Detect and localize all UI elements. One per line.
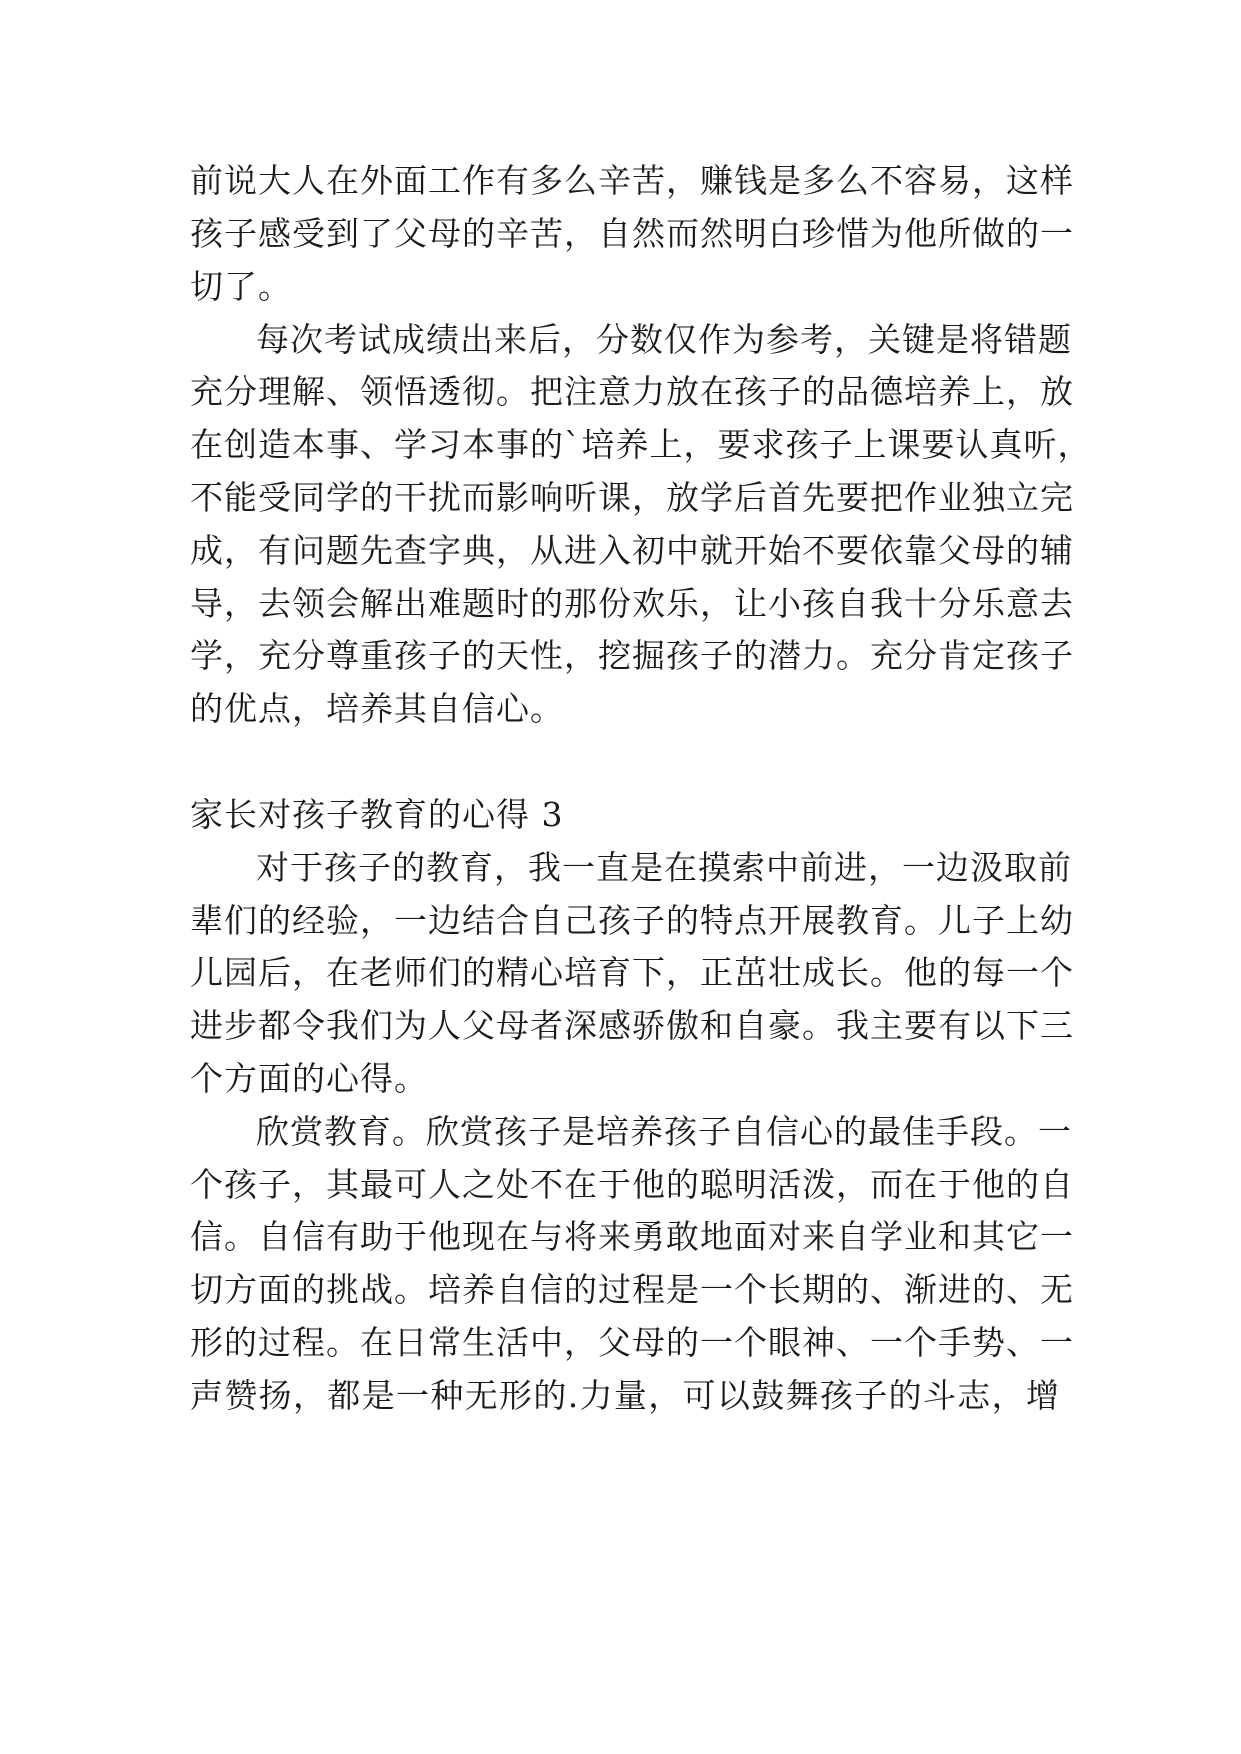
text-line: 个方面的心得。 [190, 1059, 428, 1098]
text-line: 成，有问题先查字典，从进入初中就开始不要依靠父母的辅 [190, 531, 1074, 570]
text-line: 形的过程。在日常生活中，父母的一个眼神、一个手势、一 [190, 1323, 1074, 1362]
text-line: 的优点，培养其自信心。 [190, 689, 564, 728]
text-line: 切方面的挑战。培养自信的过程是一个长期的、渐进的、无 [190, 1270, 1074, 1309]
text-line: 不能受同学的干扰而影响听课，放学后首先要把作业独立完 [190, 478, 1074, 517]
text-line: 每次考试成绩出来后，分数仅作为参考，关键是将错题 [256, 320, 1072, 359]
section-heading: 家长对孩子教育的心得 3 [190, 795, 564, 834]
text-line: 辈们的经验，一边结合自己孩子的特点开展教育。儿子上幼 [190, 901, 1074, 940]
text-line: 进步都令我们为人父母者深感骄傲和自豪。我主要有以下三 [190, 1006, 1074, 1045]
text-line: 声赞扬，都是一种无形的.力量，可以鼓舞孩子的斗志，增 [190, 1376, 1060, 1415]
text-line: 对于孩子的教育，我一直是在摸索中前进，一边汲取前 [256, 848, 1072, 887]
text-line: 在创造本事、学习本事的`培养上，要求孩子上课要认真听， [190, 425, 1092, 464]
text-line: 孩子感受到了父母的辛苦，自然而然明白珍惜为他所做的一 [190, 214, 1074, 253]
text-line: 信。自信有助于他现在与将来勇敢地面对来自学业和其它一 [190, 1217, 1074, 1256]
text-line: 个孩子，其最可人之处不在于他的聪明活泼，而在于他的自 [190, 1165, 1074, 1204]
text-line: 学，充分尊重孩子的天性，挖掘孩子的潜力。充分肯定孩子 [190, 636, 1074, 675]
text-line: 前说大人在外面工作有多么辛苦，赚钱是多么不容易，这样 [190, 161, 1074, 200]
text-line: 切了。 [190, 267, 292, 306]
text-line: 儿园后，在老师们的精心培育下，正茁壮成长。他的每一个 [190, 953, 1074, 992]
text-line: 充分理解、领悟透彻。把注意力放在孩子的品德培养上，放 [190, 372, 1074, 411]
text-line: 导，去领会解出难题时的那份欢乐，让小孩自我十分乐意去 [190, 584, 1074, 623]
text-line: 欣赏教育。欣赏孩子是培养孩子自信心的最佳手段。一 [256, 1112, 1072, 1151]
